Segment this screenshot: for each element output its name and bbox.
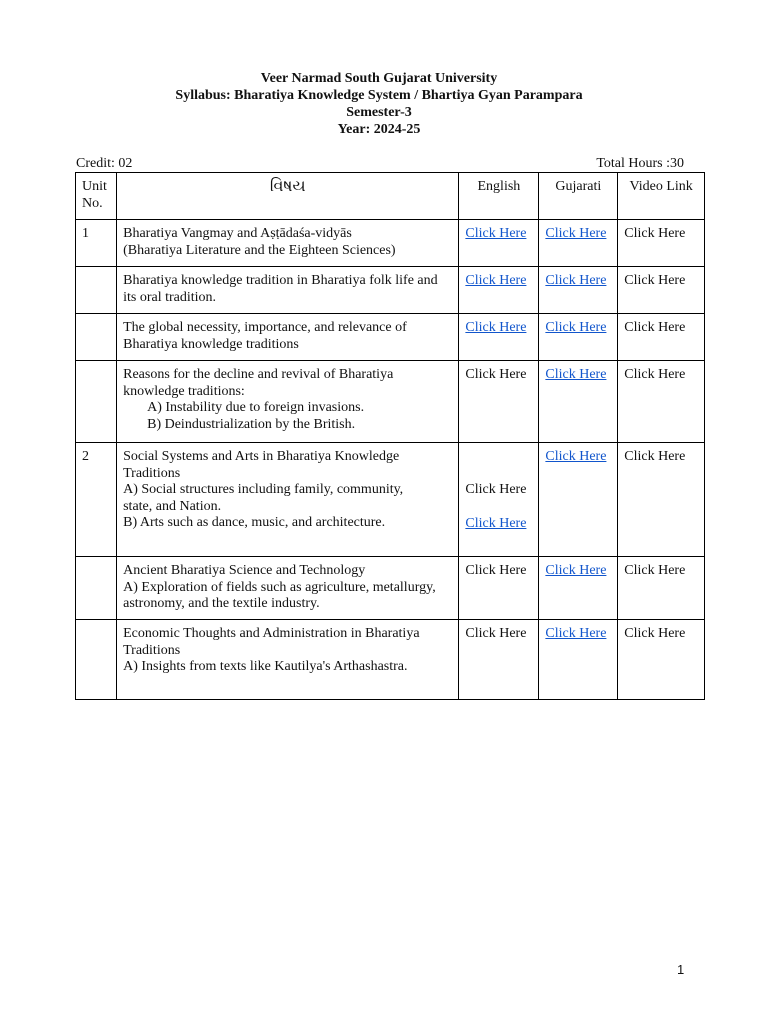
page-number: 1 <box>677 962 685 977</box>
topic-line: Bharatiya Vangmay and Aṣṭādaśa-vidyās <box>123 226 352 241</box>
english-link[interactable]: Click Here <box>465 563 527 578</box>
unit-number: 1 <box>76 220 117 267</box>
syllabus-title: Syllabus: Bharatiya Knowledge System / Bhartiya Gyan Parampara <box>175 88 583 103</box>
gujarati-link[interactable]: Click Here <box>545 367 607 382</box>
video-link[interactable]: Click Here <box>624 226 686 241</box>
header-english: English <box>459 173 539 220</box>
gujarati-link[interactable]: Click Here <box>545 320 607 335</box>
semester-label: Semester-3 <box>346 105 412 120</box>
unit-number <box>76 314 117 361</box>
gujarati-link[interactable]: Click Here <box>545 563 607 578</box>
topic-cell <box>117 557 459 620</box>
topic-cell <box>117 443 459 557</box>
video-link[interactable]: Click Here <box>624 273 686 288</box>
topic-line: Economic Thoughts and Administration in Bharatiya Traditions <box>123 626 420 658</box>
topic-line: B) Arts such as dance, music, and architecture. <box>123 515 386 530</box>
english-link[interactable]: Click Here <box>465 367 527 382</box>
english-link-secondary[interactable]: Click Here <box>465 515 527 531</box>
table-row <box>76 267 705 314</box>
video-link[interactable]: Click Here <box>624 367 686 382</box>
table-row <box>76 314 705 361</box>
topic-cell <box>117 361 459 443</box>
topic-line: Bharatiya knowledge tradition in Bharatiya folk life and its oral tradition. <box>123 273 438 305</box>
english-link[interactable]: Click Here <box>465 320 527 335</box>
gujarati-link[interactable]: Click Here <box>545 273 607 288</box>
year-label: Year: 2024-25 <box>337 122 421 137</box>
table-row <box>76 220 705 267</box>
topic-subpoint: A) Instability due to foreign invasions. <box>147 400 365 415</box>
gujarati-link[interactable]: Click Here <box>545 226 607 241</box>
credit-label: Credit: 02 <box>76 156 133 171</box>
topic-line: A) Exploration of fields such as agriculture, metallurgy, astronomy, and the textile industry. <box>123 579 436 611</box>
topic-line: Social Systems and Arts in Bharatiya Knowledge Traditions <box>123 449 400 481</box>
topic-line: A) Social structures including family, community, <box>123 482 404 497</box>
video-link[interactable]: Click Here <box>624 626 686 641</box>
document-header <box>0 70 758 138</box>
topic-line: (Bharatiya Literature and the Eighteen Sciences) <box>123 242 396 258</box>
topic-line: A) Insights from texts like Kautilya's Arthashastra. <box>123 659 408 674</box>
english-link[interactable]: Click Here <box>465 626 527 641</box>
topic-cell <box>117 620 459 700</box>
gujarati-link[interactable]: Click Here <box>545 449 607 464</box>
unit-number <box>76 361 117 443</box>
topic-line: The global necessity, importance, and relevance of Bharatiya knowledge traditions <box>123 320 407 352</box>
video-link[interactable]: Click Here <box>624 563 686 578</box>
table-header-row <box>76 173 705 220</box>
gujarati-link[interactable]: Click Here <box>545 626 607 641</box>
total-hours-label: Total Hours :30 <box>596 156 684 171</box>
video-link[interactable]: Click Here <box>624 320 686 335</box>
topic-line: Reasons for the decline and revival of Bharatiya knowledge traditions: <box>123 367 394 399</box>
topic-cell <box>117 267 459 314</box>
syllabus-table <box>75 172 705 700</box>
header-gujarati: Gujarati <box>539 173 618 220</box>
english-link[interactable]: Click Here <box>465 226 527 241</box>
topic-subpoint: B) Deindustrialization by the British. <box>147 416 356 432</box>
topic-cell <box>117 220 459 267</box>
table-row <box>76 620 705 700</box>
header-topic-label: વિષય <box>269 178 306 195</box>
unit-number <box>76 557 117 620</box>
header-unit-no: Unit No. <box>76 173 117 220</box>
english-link[interactable]: Click Here <box>465 482 527 497</box>
table-row <box>76 443 705 557</box>
topic-cell <box>117 314 459 361</box>
video-link[interactable]: Click Here <box>624 449 686 464</box>
topic-line: state, and Nation. <box>123 498 222 514</box>
unit-number <box>76 620 117 700</box>
table-row <box>76 361 705 443</box>
english-link[interactable]: Click Here <box>465 273 527 288</box>
unit-number: 2 <box>76 443 117 557</box>
university-name: Veer Narmad South Gujarat University <box>260 71 498 86</box>
unit-number <box>76 267 117 314</box>
header-topic <box>117 173 459 220</box>
table-row <box>76 557 705 620</box>
topic-line: Ancient Bharatiya Science and Technology <box>123 563 366 578</box>
header-video-link: Video Link <box>618 173 705 220</box>
